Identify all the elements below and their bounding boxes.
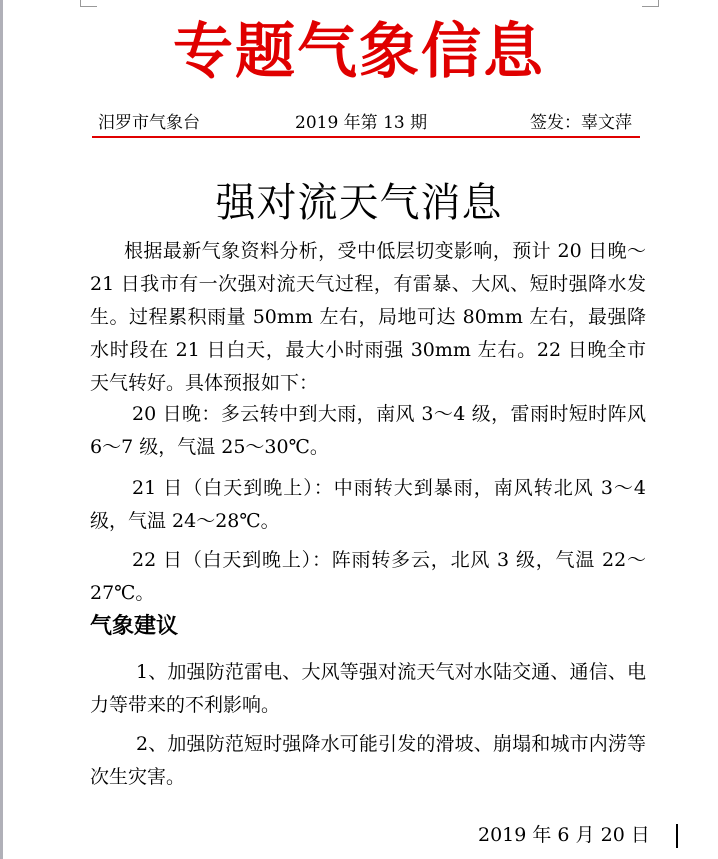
advice-heading: 气象建议 (90, 614, 179, 639)
signer-name: 签发：辜文萍 (530, 113, 632, 133)
masthead-title: 专题气象信息 (173, 17, 545, 87)
margin-crop-mark-right (642, 0, 659, 7)
forecast-day-22: 22 日（白天到晚上）：阵雨转多云，北风 3 级，气温 22～27℃。 (90, 549, 646, 604)
issue-number: 2019 年第 13 期 (295, 113, 428, 133)
issue-info-line (92, 110, 640, 136)
text-cursor[interactable] (676, 824, 678, 848)
intro-paragraph: 根据最新气象资料分析，受中低层切变影响，预计 20 日晚～21 日我市有一次强对流天气过程，有雷暴、大风、短时强降水发生。过程累积雨量 50mm 左右，局地可达 80mm 左右，最强降水时段在 21 日白天，最大小时雨强 30mm 左右。22 日晚全市天气转好。具体预报如下： (90, 240, 646, 394)
page-edge (0, 0, 3, 859)
advice-item-2: 2、加强防范短时强降水可能引发的滑坡、崩塌和城市内涝等次生灾害。 (90, 733, 646, 788)
red-divider-rule (92, 136, 640, 138)
issuer-name: 汨罗市气象台 (98, 113, 200, 133)
issue-date: 2019 年 6 月 20 日 (478, 824, 650, 846)
document-title: 强对流天气消息 (215, 180, 503, 226)
margin-crop-mark-left (80, 0, 97, 7)
forecast-day-21: 21 日（白天到晚上）：中雨转大到暴雨，南风转北风 3～4 级，气温 24～28℃。 (90, 477, 646, 532)
advice-item-1: 1、加强防范雷电、大风等强对流天气对水陆交通、通信、电力等带来的不利影响。 (90, 661, 646, 716)
forecast-day-20: 20 日晚：多云转中到大雨，南风 3～4 级，雷雨时短时阵风 6～7 级，气温 25～30℃。 (90, 403, 646, 458)
